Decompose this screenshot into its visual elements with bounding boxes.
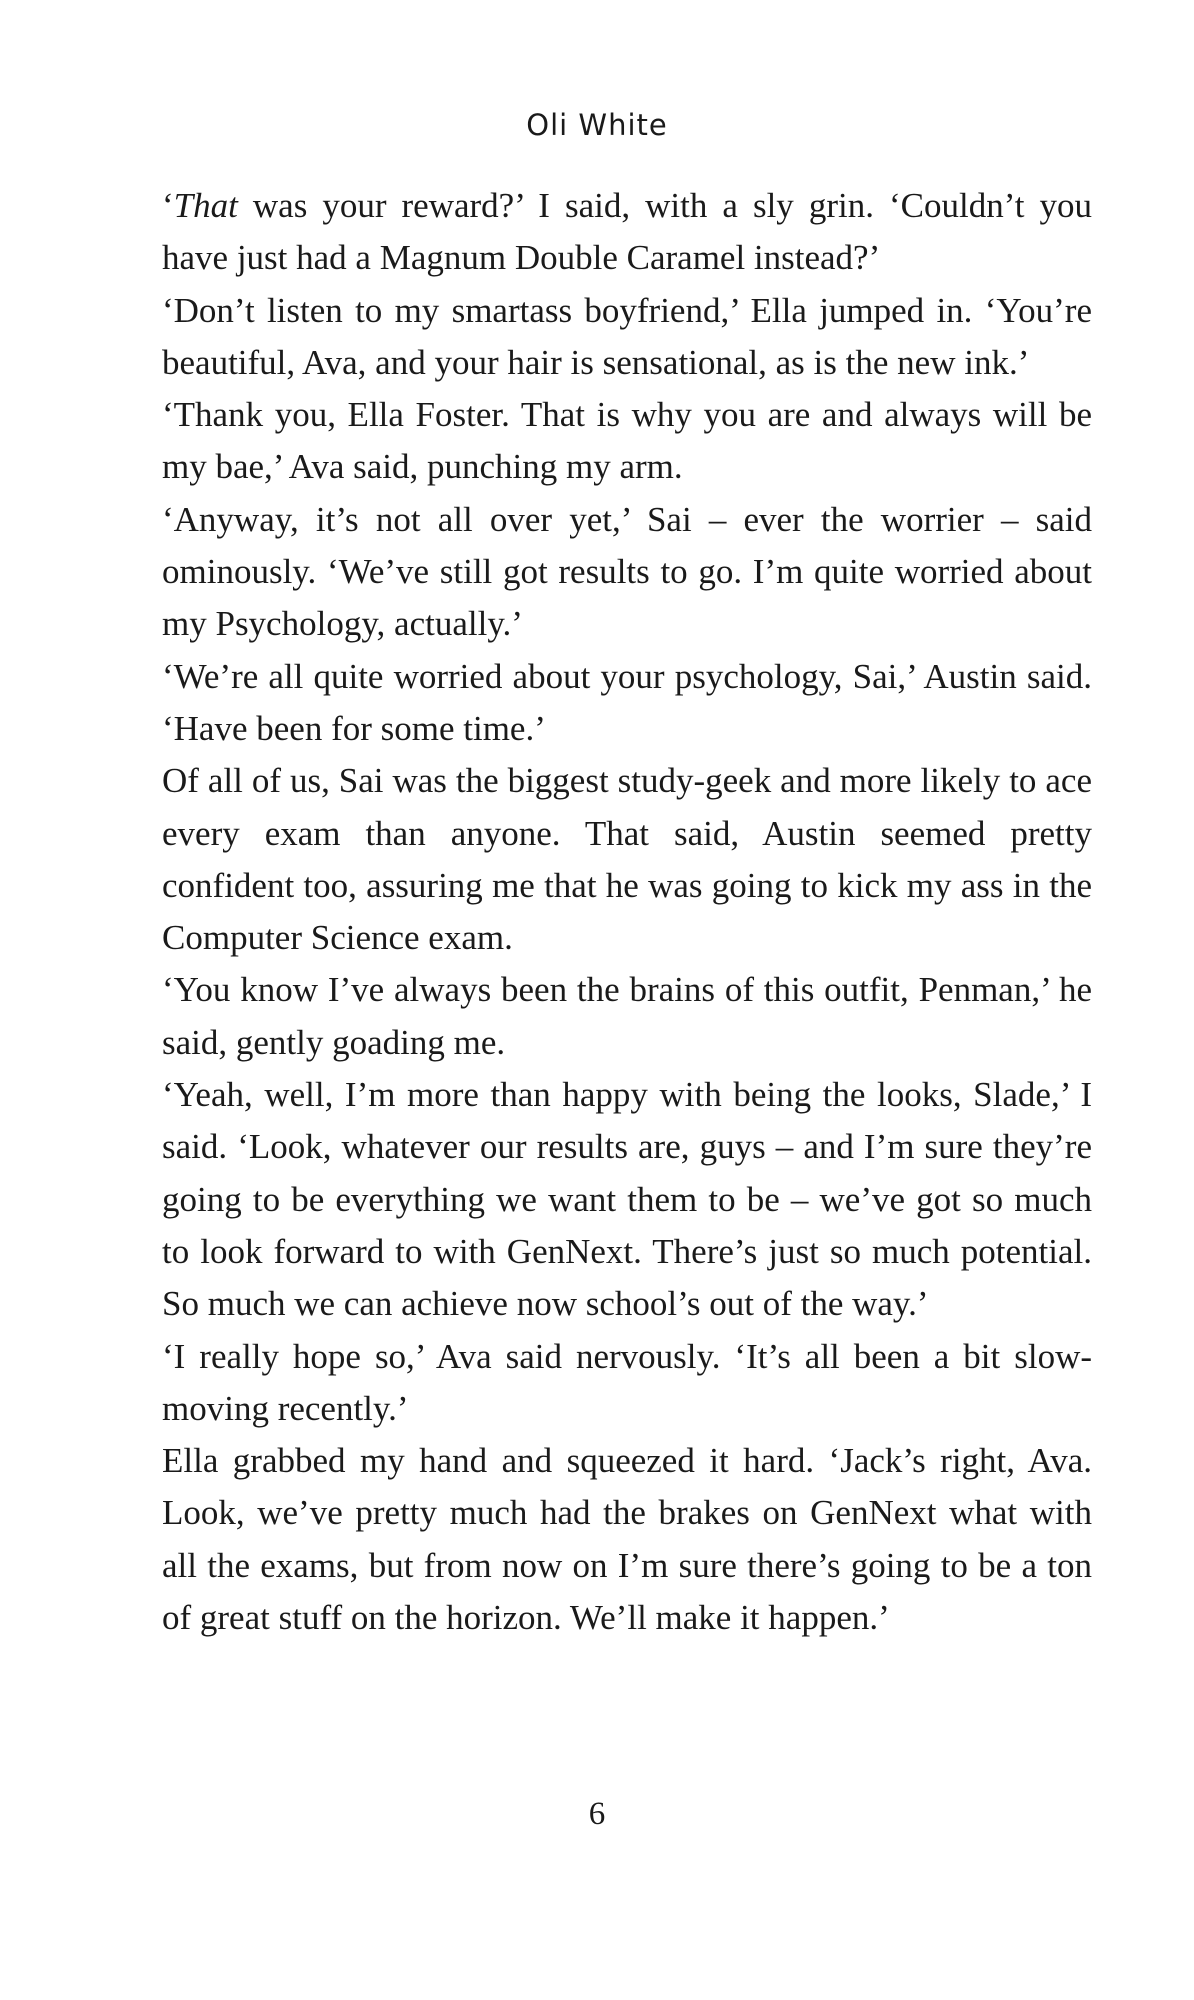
paragraph-text: was your reward?’ I said, with a sly grin. ‘Couldn’t you have just had a Magnum Double Caramel instead?’ bbox=[162, 186, 1092, 278]
paragraph: ‘Anyway, it’s not all over yet,’ Sai – ever the worrier – said ominously. ‘We’ve still got results to go. I’m quite worried about my Psychology, actually.’ bbox=[162, 499, 1092, 644]
paragraph: ‘Don’t listen to my smartass boyfriend,’ Ella jumped in. ‘You’re beautiful, Ava, and your hair is sensational, as is the new ink.’ bbox=[162, 290, 1092, 382]
paragraph: ‘We’re all quite worried about your psychology, Sai,’ Austin said. ‘Have been for some time.’ bbox=[162, 656, 1092, 748]
paragraph: ‘Yeah, well, I’m more than happy with being the looks, Slade,’ I said. ‘Look, whatever our results are, guys – and I’m sure they’re going to be everything we want them to be – we’ve got so much to look forward to with GenNext. There’s just so much potential. So much we can achieve now school’s out of the way.’ bbox=[162, 1075, 1092, 1324]
paragraph bbox=[162, 180, 1092, 285]
paragraph: ‘Thank you, Ella Foster. That is why you are and always will be my bae,’ Ava said, punching my arm. bbox=[162, 395, 1092, 487]
running-head: Oli White bbox=[526, 108, 668, 142]
italic-word: That bbox=[173, 186, 238, 225]
page-number: 6 bbox=[588, 1796, 606, 1832]
body-text bbox=[162, 180, 1092, 1644]
paragraph: Ella grabbed my hand and squeezed it hard. ‘Jack’s right, Ava. Look, we’ve pretty much had the brakes on GenNext what with all the exams, but from now on I’m sure there’s going to be a ton of great stuff on the horizon. We’ll make it happen.’ bbox=[162, 1441, 1092, 1638]
paragraph: ‘You know I’ve always been the brains of this outfit, Penman,’ he said, gently goading me. bbox=[162, 970, 1092, 1062]
paragraph: Of all of us, Sai was the biggest study-geek and more likely to ace every exam than anyone. That said, Austin seemed pretty confident too, assuring me that he was going to kick my ass in the Computer Science exam. bbox=[162, 761, 1092, 958]
opening-quote: ‘ bbox=[162, 186, 174, 225]
paragraph: ‘I really hope so,’ Ava said nervously. ‘It’s all been a bit slow-moving recently.’ bbox=[162, 1336, 1092, 1428]
